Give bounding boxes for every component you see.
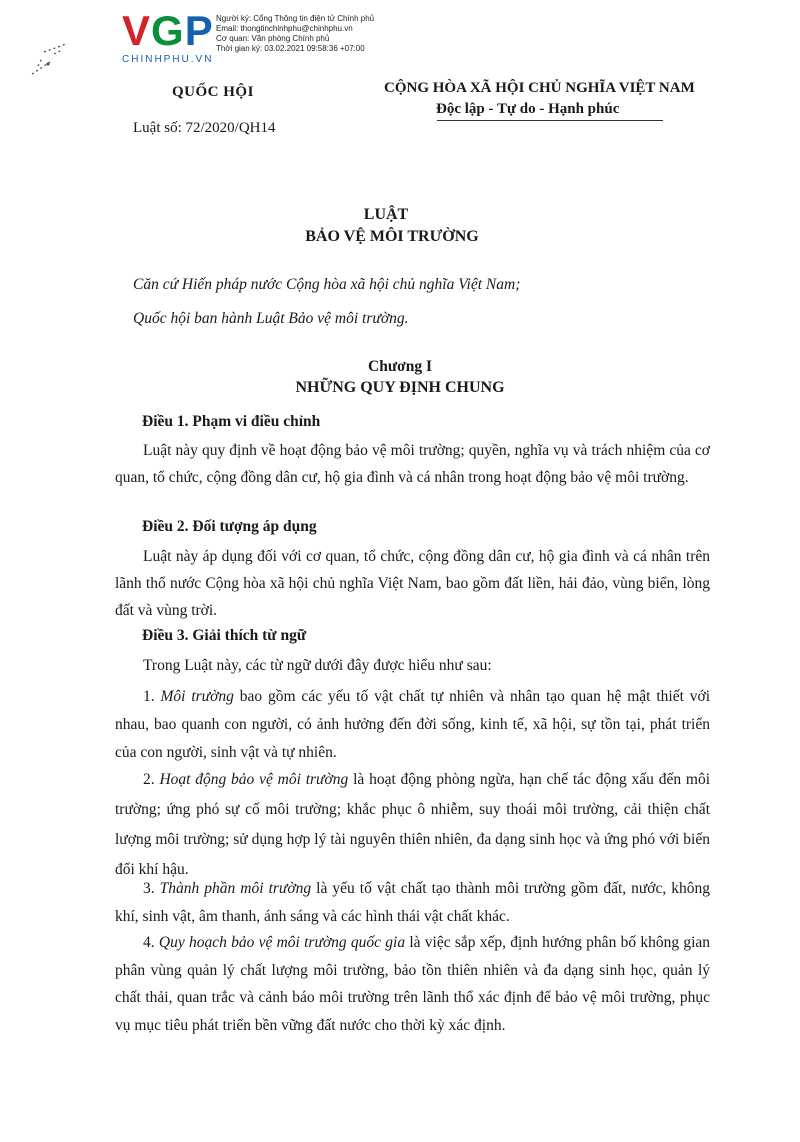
definition-1-number: 1. [143, 688, 161, 705]
definition-4-term: Quy hoạch bảo vệ môi trường quốc gia [158, 934, 406, 951]
signature-email: Email: thongtinchinhphu@chinhphu.vn [216, 24, 353, 33]
digital-signature-block [216, 14, 374, 54]
issuer-name: QUỐC HỘI [172, 84, 254, 100]
vgp-logo [122, 8, 220, 68]
signature-agency: Cơ quan: Văn phòng Chính phủ [216, 34, 330, 43]
definition-1 [115, 683, 710, 767]
definition-3 [115, 875, 710, 931]
article-1-heading: Điều 1. Phạm vi điều chỉnh [142, 413, 321, 430]
country-name: CỘNG HÒA XÃ HỘI CHỦ NGHĨA VIỆT NAM [384, 80, 695, 96]
definition-1-text: bao gồm các yếu tố vật chất tự nhiên và nhân tạo quan hệ mật thiết với nhau, bao quanh con người, có ảnh hưởng đến đời sống, kinh tế, xã hội, sự tồn tại, phát triển của con người, sinh vật và tự nhiên. [115, 688, 711, 761]
article-2-heading: Điều 2. Đối tượng áp dụng [142, 518, 317, 535]
law-number: Luật số: 72/2020/QH14 [133, 120, 276, 136]
motto-underline [437, 120, 663, 121]
law-title-label: LUẬT [363, 206, 409, 223]
definition-3-text: là yếu tố vật chất tạo thành môi trường gồm đất, nước, không khí, sinh vật, âm thanh, ánh sáng và các hình thái vật chất khác. [115, 880, 711, 925]
law-title-name: BẢO VỆ MÔI TRƯỜNG [305, 228, 479, 245]
definition-2 [115, 765, 710, 885]
article-1-text: Luật này quy định về hoạt động bảo vệ môi trường; quyền, nghĩa vụ và trách nhiệm của cơ quan, tổ chức, cộng đồng dân cư, hộ gia đình và cá nhân trong hoạt động bảo vệ môi trường. [115, 442, 710, 486]
margin-scribble-mark [28, 40, 72, 88]
article-2-text: Luật này áp dụng đối với cơ quan, tổ chức, cộng đồng dân cư, hộ gia đình và cá nhân trên lãnh thổ nước Cộng hòa xã hội chủ nghĩa Việt Nam, bao gồm đất liền, hải đảo, vùng biển, lòng đất và vùng trời. [115, 548, 710, 619]
article-3-heading: Điều 3. Giải thích từ ngữ [142, 627, 307, 644]
signature-signer: Người ký: Cổng Thông tin điện tử Chính phủ [216, 14, 375, 23]
definition-3-term: Thành phần môi trường [159, 880, 312, 897]
definition-2-number: 2. [143, 771, 160, 788]
definition-3-number: 3. [143, 880, 160, 897]
logo-letter-v: V [122, 7, 152, 54]
definition-2-term: Hoạt động bảo vệ môi trường [159, 771, 349, 788]
definition-2-text: là hoạt động phòng ngừa, hạn chế tác động xấu đến môi trường; ứng phó sự cố môi trường; khắc phục ô nhiễm, suy thoái môi trường, cải thiện chất lượng môi trường; sử dụng hợp lý tài nguyên thiên nhiên, đa dạng sinh học và ứng phó với biến đổi khí hậu. [115, 771, 711, 878]
definition-1-term: Môi trường [160, 688, 234, 705]
legal-basis: Căn cứ Hiến pháp nước Cộng hòa xã hội chủ nghĩa Việt Nam; [133, 276, 521, 293]
promulgation-statement: Quốc hội ban hành Luật Bảo vệ môi trường. [133, 310, 409, 327]
vgp-logo-letters [122, 8, 214, 54]
article-3-intro: Trong Luật này, các từ ngữ dưới đây được hiểu như sau: [143, 657, 492, 674]
logo-letter-g: G [151, 7, 185, 54]
logo-subtitle: CHINHPHU.VN [122, 54, 214, 65]
definition-4-text: là việc sắp xếp, định hướng phân bố không gian phân vùng quản lý chất lượng môi trường, bảo tồn thiên nhiên và đa dạng sinh học, quản lý chất thải, quan trắc và cảnh báo môi trường trên lãnh thổ xác định để bảo vệ môi trường, phục vụ mục tiêu phát triển bền vững đất nước cho thời kỳ xác định. [115, 934, 711, 1034]
national-motto: Độc lập - Tự do - Hạnh phúc [436, 101, 620, 117]
chapter-title: NHỮNG QUY ĐỊNH CHUNG [295, 379, 505, 396]
chapter-number: Chương I [368, 358, 432, 375]
logo-letter-p: P [184, 7, 214, 54]
definition-4-number: 4. [143, 934, 159, 951]
definition-4 [115, 929, 710, 1039]
signature-time: Thời gian ký: 03.02.2021 09:58:36 +07:00 [216, 44, 365, 53]
